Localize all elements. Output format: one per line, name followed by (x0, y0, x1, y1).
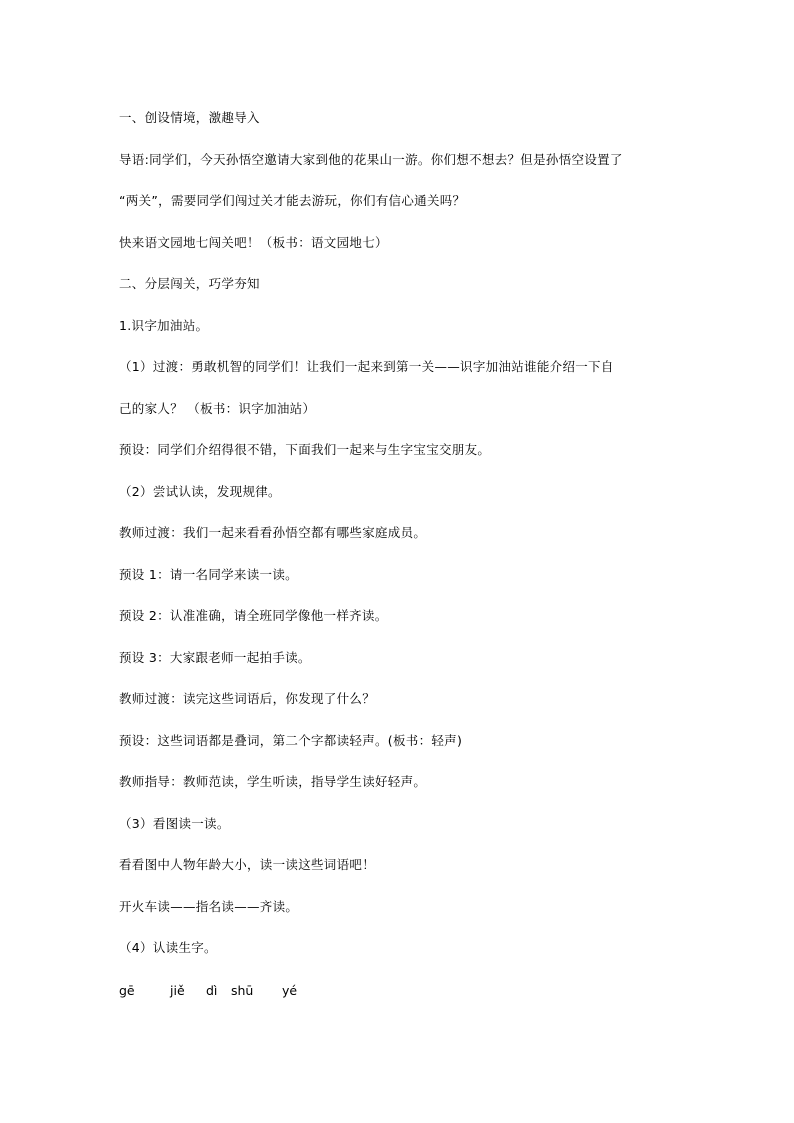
paragraph-line: 快来语文园地七闯关吧！（板书：语文园地七） (119, 235, 388, 250)
paragraph-line: 导语:同学们，今天孙悟空邀请大家到他的花果山一游。你们想不想去？但是孙悟空设置了 (119, 152, 623, 167)
section-heading-intro: 一、创设情境，激趣导入 (119, 110, 260, 125)
paragraph-line: （4）认读生字。 (119, 940, 217, 955)
paragraph-line: （3）看图读一读。 (119, 816, 230, 831)
paragraph-line: 预设 2：认准准确，请全班同学像他一样齐读。 (119, 608, 388, 623)
paragraph-line: 预设：同学们介绍得很不错，下面我们一起来与生字宝宝交朋友。 (119, 442, 491, 457)
paragraph-line: 己的家人？ （板书：识字加油站） (119, 401, 316, 416)
pinyin-syllable: dì (206, 983, 218, 998)
pinyin-syllable: gē (119, 983, 135, 998)
pinyin-syllable: jiě (170, 983, 185, 998)
paragraph-line: 看看图中人物年龄大小，读一读这些词语吧！ (119, 857, 376, 872)
paragraph-line: 教师指导：教师范读，学生听读，指导学生读好轻声。 (119, 774, 427, 789)
paragraph-line: “两关”，需要同学们闯过关才能去游玩，你们有信心通关吗？ (119, 193, 466, 208)
paragraph-line: （1）过渡：勇敢机智的同学们！让我们一起来到第一关——识字加油站谁能介绍一下自 (119, 359, 614, 374)
paragraph-line: 预设 1：请一名同学来读一读。 (119, 567, 298, 582)
paragraph-line: （2）尝试认读，发现规律。 (119, 484, 281, 499)
pinyin-syllable: shū (231, 983, 254, 998)
paragraph-line: 预设：这些词语都是叠词，第二个字都读轻声。(板书：轻声) (119, 733, 463, 748)
paragraph-line: 预设 3：大家跟老师一起拍手读。 (119, 650, 311, 665)
paragraph-line: 教师过渡：我们一起来看看孙悟空都有哪些家庭成员。 (119, 525, 427, 540)
section-heading-levels: 二、分层闯关，巧学夯知 (119, 276, 260, 291)
subsection-heading: 1.识字加油站。 (119, 318, 209, 333)
pinyin-syllable: yé (282, 983, 298, 998)
paragraph-line: 教师过渡：读完这些词语后，你发现了什么？ (119, 691, 376, 706)
paragraph-line: 开火车读——指名读——齐读。 (119, 899, 299, 914)
